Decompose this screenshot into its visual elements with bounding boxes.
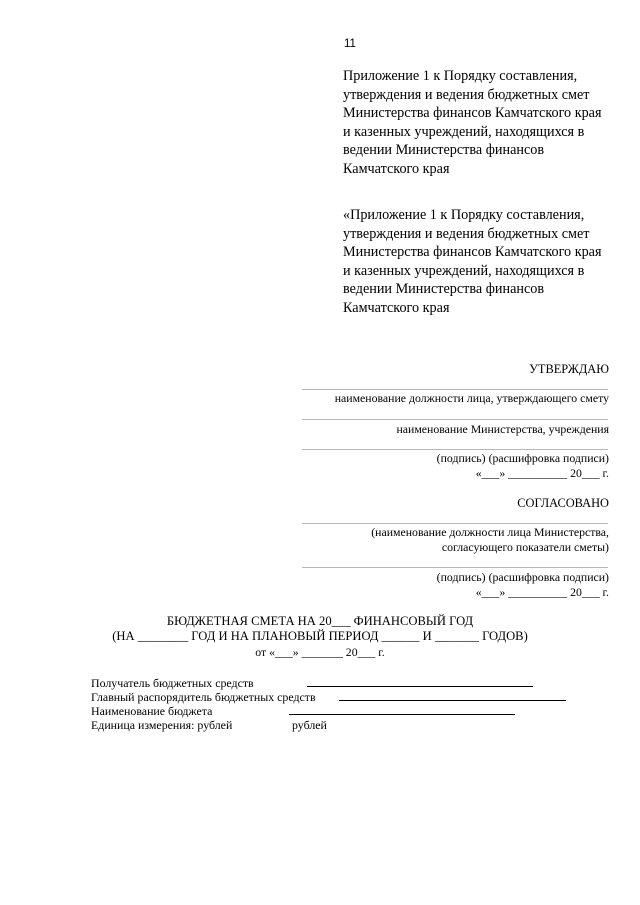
appendix-note-line: и казенных учреждений, находящихся в	[343, 123, 585, 140]
appendix-note-line: Камчатского края	[343, 160, 450, 177]
approve-position-line	[302, 389, 608, 390]
document-period: (НА ________ ГОД И НА ПЛАНОВЫЙ ПЕРИОД ______ И _______ ГОДОВ)	[112, 629, 528, 643]
agree-signature-line	[302, 567, 608, 568]
approve-date: «___» __________ 20___ г.	[475, 466, 609, 480]
appendix-quote	[343, 206, 633, 318]
agree-heading: СОГЛАСОВАНО	[517, 496, 609, 510]
recipient-row	[91, 676, 254, 691]
appendix-note-line: ведении Министерства финансов	[343, 142, 545, 159]
approve-org-caption: наименование Министерства, учреждения	[396, 422, 609, 436]
agree-position-caption-2: согласующего показатели сметы)	[441, 540, 609, 554]
unit-row	[91, 718, 232, 733]
approve-signature-line	[302, 449, 608, 450]
agree-position-line	[302, 523, 608, 524]
appendix-quote-line: «Приложение 1 к Порядку составления,	[343, 207, 585, 223]
budget-label: Наименование бюджета	[91, 704, 213, 718]
manager-label: Главный распорядитель бюджетных средств	[91, 690, 316, 704]
agree-position-caption: (наименование должности лица Министерства,	[371, 525, 609, 539]
appendix-note-line: утверждения и ведения бюджетных смет	[343, 86, 590, 103]
manager-field[interactable]	[339, 689, 566, 701]
budget-field[interactable]	[289, 703, 515, 715]
appendix-quote-line: ведении Министерства финансов	[343, 281, 545, 298]
recipient-field[interactable]	[307, 675, 533, 687]
agree-signature-caption: (подпись) (расшифровка подписи)	[436, 570, 609, 584]
page-number: 11	[344, 38, 356, 50]
appendix-quote-line: Камчатского края	[343, 299, 450, 316]
appendix-note-line: Приложение 1 к Порядку составления,	[343, 68, 578, 84]
budget-row	[91, 704, 212, 719]
recipient-label: Получатель бюджетных средств	[91, 676, 254, 690]
unit-value: рублей	[292, 718, 327, 732]
appendix-quote-line: утверждения и ведения бюджетных смет	[343, 225, 590, 242]
document-date: от «___» _______ 20___ г.	[255, 645, 385, 659]
document-title: БЮДЖЕТНАЯ СМЕТА НА 20___ ФИНАНСОВЫЙ ГОД	[166, 614, 474, 628]
approve-org-line	[302, 419, 608, 420]
manager-row	[91, 690, 316, 705]
appendix-note-line: Министерства финансов Камчатского края	[343, 105, 602, 122]
approve-signature-caption: (подпись) (расшифровка подписи)	[436, 451, 609, 465]
agree-date: «___» __________ 20___ г.	[475, 585, 609, 599]
unit-label: Единица измерения: рублей	[91, 718, 233, 732]
approve-heading: УТВЕРЖДАЮ	[529, 362, 609, 376]
appendix-quote-line: Министерства финансов Камчатского края	[343, 244, 602, 261]
appendix-note	[343, 67, 633, 179]
appendix-quote-line: и казенных учреждений, находящихся в	[343, 262, 585, 279]
approve-position-caption: наименование должности лица, утверждающего смету	[334, 391, 609, 405]
